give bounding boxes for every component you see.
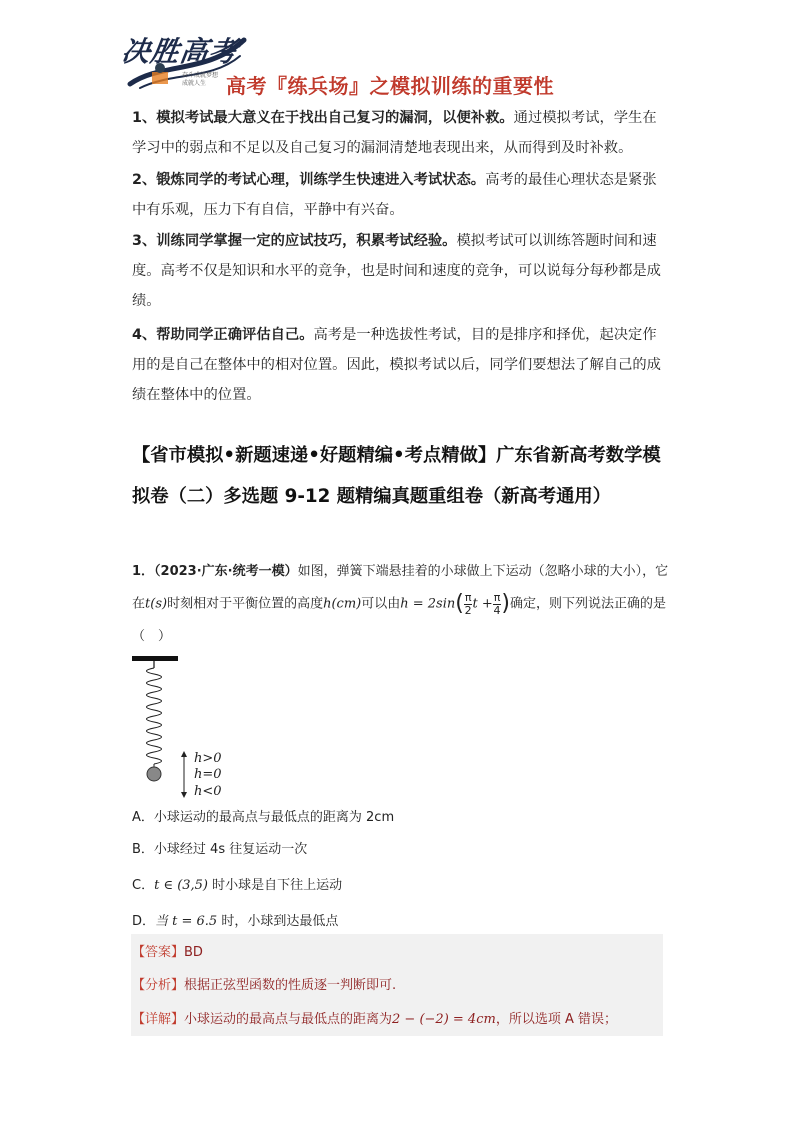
question-number: 1． [132, 564, 155, 579]
formula-lhs: h = 2sin [400, 596, 456, 612]
option-c [132, 874, 342, 893]
frac2-num: π [493, 590, 501, 604]
question-text-b: 时刻相对于平衡位置的高度 [167, 596, 324, 612]
spring-figure [130, 650, 250, 800]
question-text-c: 可以由 [361, 596, 401, 612]
option-a-text: 小球运动的最高点与最低点的距离为 2cm [153, 810, 395, 825]
frac1-den: 2 [464, 603, 472, 617]
intro-paragraph-2 [132, 165, 667, 225]
answer-value: BD [184, 945, 203, 960]
intro-bold-3: 3、训练同学掌握一定的应试技巧，积累考试经验。 [132, 233, 457, 249]
option-d-math: 当 t = 6.5 [155, 914, 218, 929]
frac2-den: 4 [493, 603, 501, 617]
option-b [132, 838, 307, 857]
formula-mid: t + [472, 596, 493, 612]
analysis-line [132, 974, 396, 993]
intro-text-3: 模拟考试可以训练答题时间和速度。高考不仅是知识和水平的竞争，也是时间和速度的竞争，可以说每分每秒都是成绩。 [132, 233, 661, 309]
intro-text-4: 高考是一种选拔性考试，目的是排序和择优，起决定作用的是自己在整体中的相对位置。因此，模拟考试以后，同学们要想法了解自己的成绩在整体中的位置。 [132, 327, 661, 403]
page-title: 高考『练兵场』之模拟训练的重要性 [226, 74, 554, 98]
intro-paragraph-4 [132, 320, 667, 410]
option-c-text: 时小球是自下往上运动 [208, 878, 343, 893]
intro-paragraph-1 [132, 103, 667, 163]
detail-math: 2 − (−2) = 4cm [392, 1012, 496, 1027]
option-d [132, 910, 338, 929]
intro-text-2: 高考的最佳心理状态是紧张中有乐观，压力下有自信，平静中有兴奋。 [132, 172, 657, 218]
analysis-tag: 【分析】 [132, 978, 185, 993]
label-h-negative: h<0 [194, 784, 222, 799]
intro-text-1: 通过模拟考试，学生在学习中的弱点和不足以及自己复习的漏洞清楚地表现出来，从而得到及时补救。 [132, 110, 657, 156]
intro-bold-4: 4、帮助同学正确评估自己。 [132, 327, 314, 343]
ball [147, 767, 161, 781]
unit-t: (s) [150, 596, 168, 612]
label-h-positive: h>0 [194, 751, 222, 766]
detail-tag: 【详解】 [132, 1012, 185, 1027]
label-h-zero: h=0 [194, 767, 222, 782]
detail-text-b: ，所以选项 A 错误； [495, 1012, 617, 1027]
question-stem: 1．（2023·广东·统考一模）如图，弹簧下端悬挂着的小球做上下运动（忽略小球的大小），它在t(s)时刻相对于平衡位置的高度h(cm)可以由h = 2sin( $\frac{\pi}{2}$ t + $\frac{\pi}{4}$ )确定，则下列说法正确的是（ ） [132, 564, 669, 644]
option-b-text: 小球经过 4s 往复运动一次 [153, 842, 308, 857]
frac1-num: π [464, 590, 472, 604]
intro-paragraph-3 [132, 226, 667, 316]
option-d-label: D． [132, 914, 156, 929]
detail-text-a: 小球运动的最高点与最低点的距离为 [184, 1012, 393, 1027]
option-c-label: C． [132, 878, 155, 893]
question-text-d: 确定，则下列说法正确的是（ ） [132, 596, 666, 644]
section-title: 【省市模拟•新题速递•好题精编•考点精做】广东省新高考数学模拟卷（二）多选题 9-12 题精编真题重组卷（新高考通用） [132, 445, 661, 507]
answer-tag: 【答案】 [132, 945, 185, 960]
ceiling-bar [132, 656, 178, 661]
unit-h: (cm) [331, 596, 362, 612]
question-text-a: 如图，弹簧下端悬挂着的小球做上下运动（忽略小球的大小），它在 [132, 564, 669, 612]
option-a [132, 806, 394, 825]
option-c-math: t ∈ (3,5) [154, 878, 209, 893]
analysis-text: 根据正弦型函数的性质逐一判断即可. [184, 978, 397, 993]
option-d-text: 时，小球到达最低点 [217, 914, 339, 929]
spring-coil [147, 668, 162, 764]
detail-line [132, 1008, 617, 1027]
var-t: t [145, 596, 151, 612]
answer-line [132, 941, 203, 960]
option-b-label: B． [132, 842, 154, 857]
option-a-label: A． [132, 810, 154, 825]
var-h: h [323, 596, 332, 612]
logo-text: 决胜高考 [119, 35, 241, 68]
intro-bold-1: 1、模拟考试最大意义在于找出自己复习的漏洞，以便补救。 [132, 110, 514, 126]
intro-bold-2: 2、锻炼同学的考试心理，训练学生快速进入考试状态。 [132, 172, 486, 188]
question-source: （2023·广东·统考一模） [154, 564, 298, 579]
logo-caption: 奋斗成就梦想 成就人生 [182, 72, 219, 87]
